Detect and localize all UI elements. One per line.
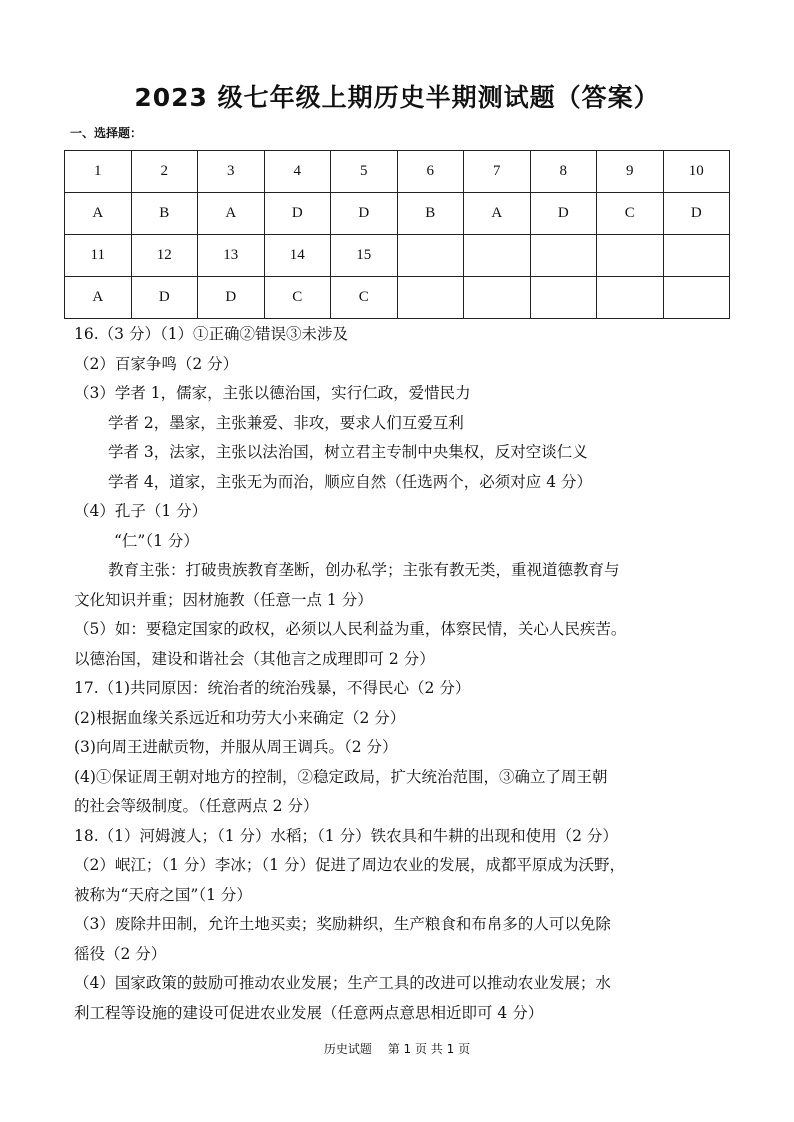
answer-cell: D: [663, 193, 730, 235]
table-row-answers-2: [65, 277, 730, 319]
question-number: 9: [597, 151, 664, 193]
answer-cell: A: [198, 193, 265, 235]
q16-line-2: （2）百家争鸣（2 分）: [74, 354, 239, 373]
question-number: 3: [198, 151, 265, 193]
empty-cell: [530, 235, 597, 277]
q18-line-5: 徭役（2 分）: [74, 944, 167, 963]
empty-cell: [597, 235, 664, 277]
answer-cell: C: [597, 193, 664, 235]
question-number: 15: [331, 235, 398, 277]
page-title: 2023 级七年级上期历史半期测试题（答案）: [134, 83, 660, 112]
question-number: 8: [530, 151, 597, 193]
q17-line-4: (4)①保证周王朝对地方的控制，②稳定政局，扩大统治范围，③确立了周王朝: [74, 767, 608, 786]
answer-cell: A: [464, 193, 531, 235]
table-row-numbers-1: [65, 151, 730, 193]
q18-line-2: （2）岷江；（1 分）李冰；（1 分）促进了周边农业的发展，成都平原成为沃野，: [74, 856, 625, 874]
question-number: 5: [331, 151, 398, 193]
page-footer: 历史试题 第 1 页 共 1 页: [323, 1042, 471, 1056]
q18-line-3: 被称为“天府之国”（1 分）: [74, 885, 252, 904]
q16-line-9: 教育主张：打破贵族教育垄断，创办私学；主张有教无类，重视道德教育与: [108, 561, 620, 579]
q17-line-5: 的社会等级制度。（任意两点 2 分）: [74, 797, 319, 815]
answer-cell: D: [264, 193, 331, 235]
empty-cell: [597, 277, 664, 319]
q16-line-10: 文化知识并重；因材施教（任意一点 1 分）: [74, 590, 373, 609]
q16-line-7: （4）孔子（1 分）: [74, 502, 208, 520]
answer-cell: B: [397, 193, 464, 235]
table-row-numbers-2: [65, 235, 730, 277]
answer-text-body: [74, 320, 734, 1028]
answer-cell: D: [331, 193, 398, 235]
answer-cell: C: [264, 277, 331, 319]
question-number: 6: [397, 151, 464, 193]
empty-cell: [663, 235, 730, 277]
q16-line-3: （3）学者 1，儒家，主张以德治国，实行仁政，爱惜民力: [74, 384, 471, 402]
empty-cell: [464, 277, 531, 319]
q18-line-4: （3）废除井田制，允许土地买卖；奖励耕织，生产粮食和布帛多的人可以免除: [74, 915, 611, 933]
empty-cell: [530, 277, 597, 319]
question-number: 13: [198, 235, 265, 277]
q16-line-12: 以德治国，建设和谐社会（其他言之成理即可 2 分）: [74, 649, 435, 668]
answer-cell: C: [331, 277, 398, 319]
empty-cell: [397, 235, 464, 277]
question-number: 2: [131, 151, 198, 193]
empty-cell: [464, 235, 531, 277]
question-number: 14: [264, 235, 331, 277]
q16-line-5: 学者 3，法家，主张以法治国，树立君主专制中央集权，反对空谈仁义: [108, 443, 588, 461]
answer-cell: A: [65, 193, 132, 235]
q18-line-6: （4）国家政策的鼓励可推动农业发展；生产工具的改进可以推动农业发展；水: [74, 974, 611, 992]
q16-line-1: 16.（3 分）（1）①正确②错误③未涉及: [74, 325, 349, 343]
empty-cell: [663, 277, 730, 319]
answer-cell: D: [198, 277, 265, 319]
answer-table: [64, 150, 730, 319]
question-number: 4: [264, 151, 331, 193]
q16-line-4: 学者 2，墨家，主张兼爱、非攻，要求人们互爱互利: [108, 413, 464, 432]
section-label: 一、选择题：: [70, 126, 143, 140]
q17-line-2: (2)根据血缘关系远近和功劳大小来确定（2 分）: [74, 708, 406, 727]
q18-line-7: 利工程等设施的建设可促进农业发展（任意两点意思相近即可 4 分）: [74, 1003, 544, 1022]
q17-line-3: (3)向周王进献贡物，并服从周王调兵。（2 分）: [74, 738, 398, 756]
answer-cell: D: [131, 277, 198, 319]
answer-cell: D: [530, 193, 597, 235]
question-number: 11: [65, 235, 132, 277]
q16-line-8: “仁”（1 分）: [114, 531, 199, 550]
table-row-answers-1: [65, 193, 730, 235]
q17-line-1: 17.（1)共同原因：统治者的统治残暴，不得民心（2 分）: [74, 679, 471, 697]
answer-cell: A: [65, 277, 132, 319]
q16-line-6: 学者 4，道家，主张无为而治，顺应自然（任选两个，必须对应 4 分）: [108, 472, 593, 491]
q16-line-11: （5）如：要稳定国家的政权，必须以人民利益为重，体察民情，关心人民疾苦。: [74, 620, 627, 638]
answer-cell: B: [131, 193, 198, 235]
empty-cell: [397, 277, 464, 319]
q18-line-1: 18.（1）河姆渡人；（1 分）水稻；（1 分）铁农具和牛耕的出现和使用（2 分）: [74, 826, 618, 845]
question-number: 1: [65, 151, 132, 193]
question-number: 10: [663, 151, 730, 193]
question-number: 12: [131, 235, 198, 277]
question-number: 7: [464, 151, 531, 193]
